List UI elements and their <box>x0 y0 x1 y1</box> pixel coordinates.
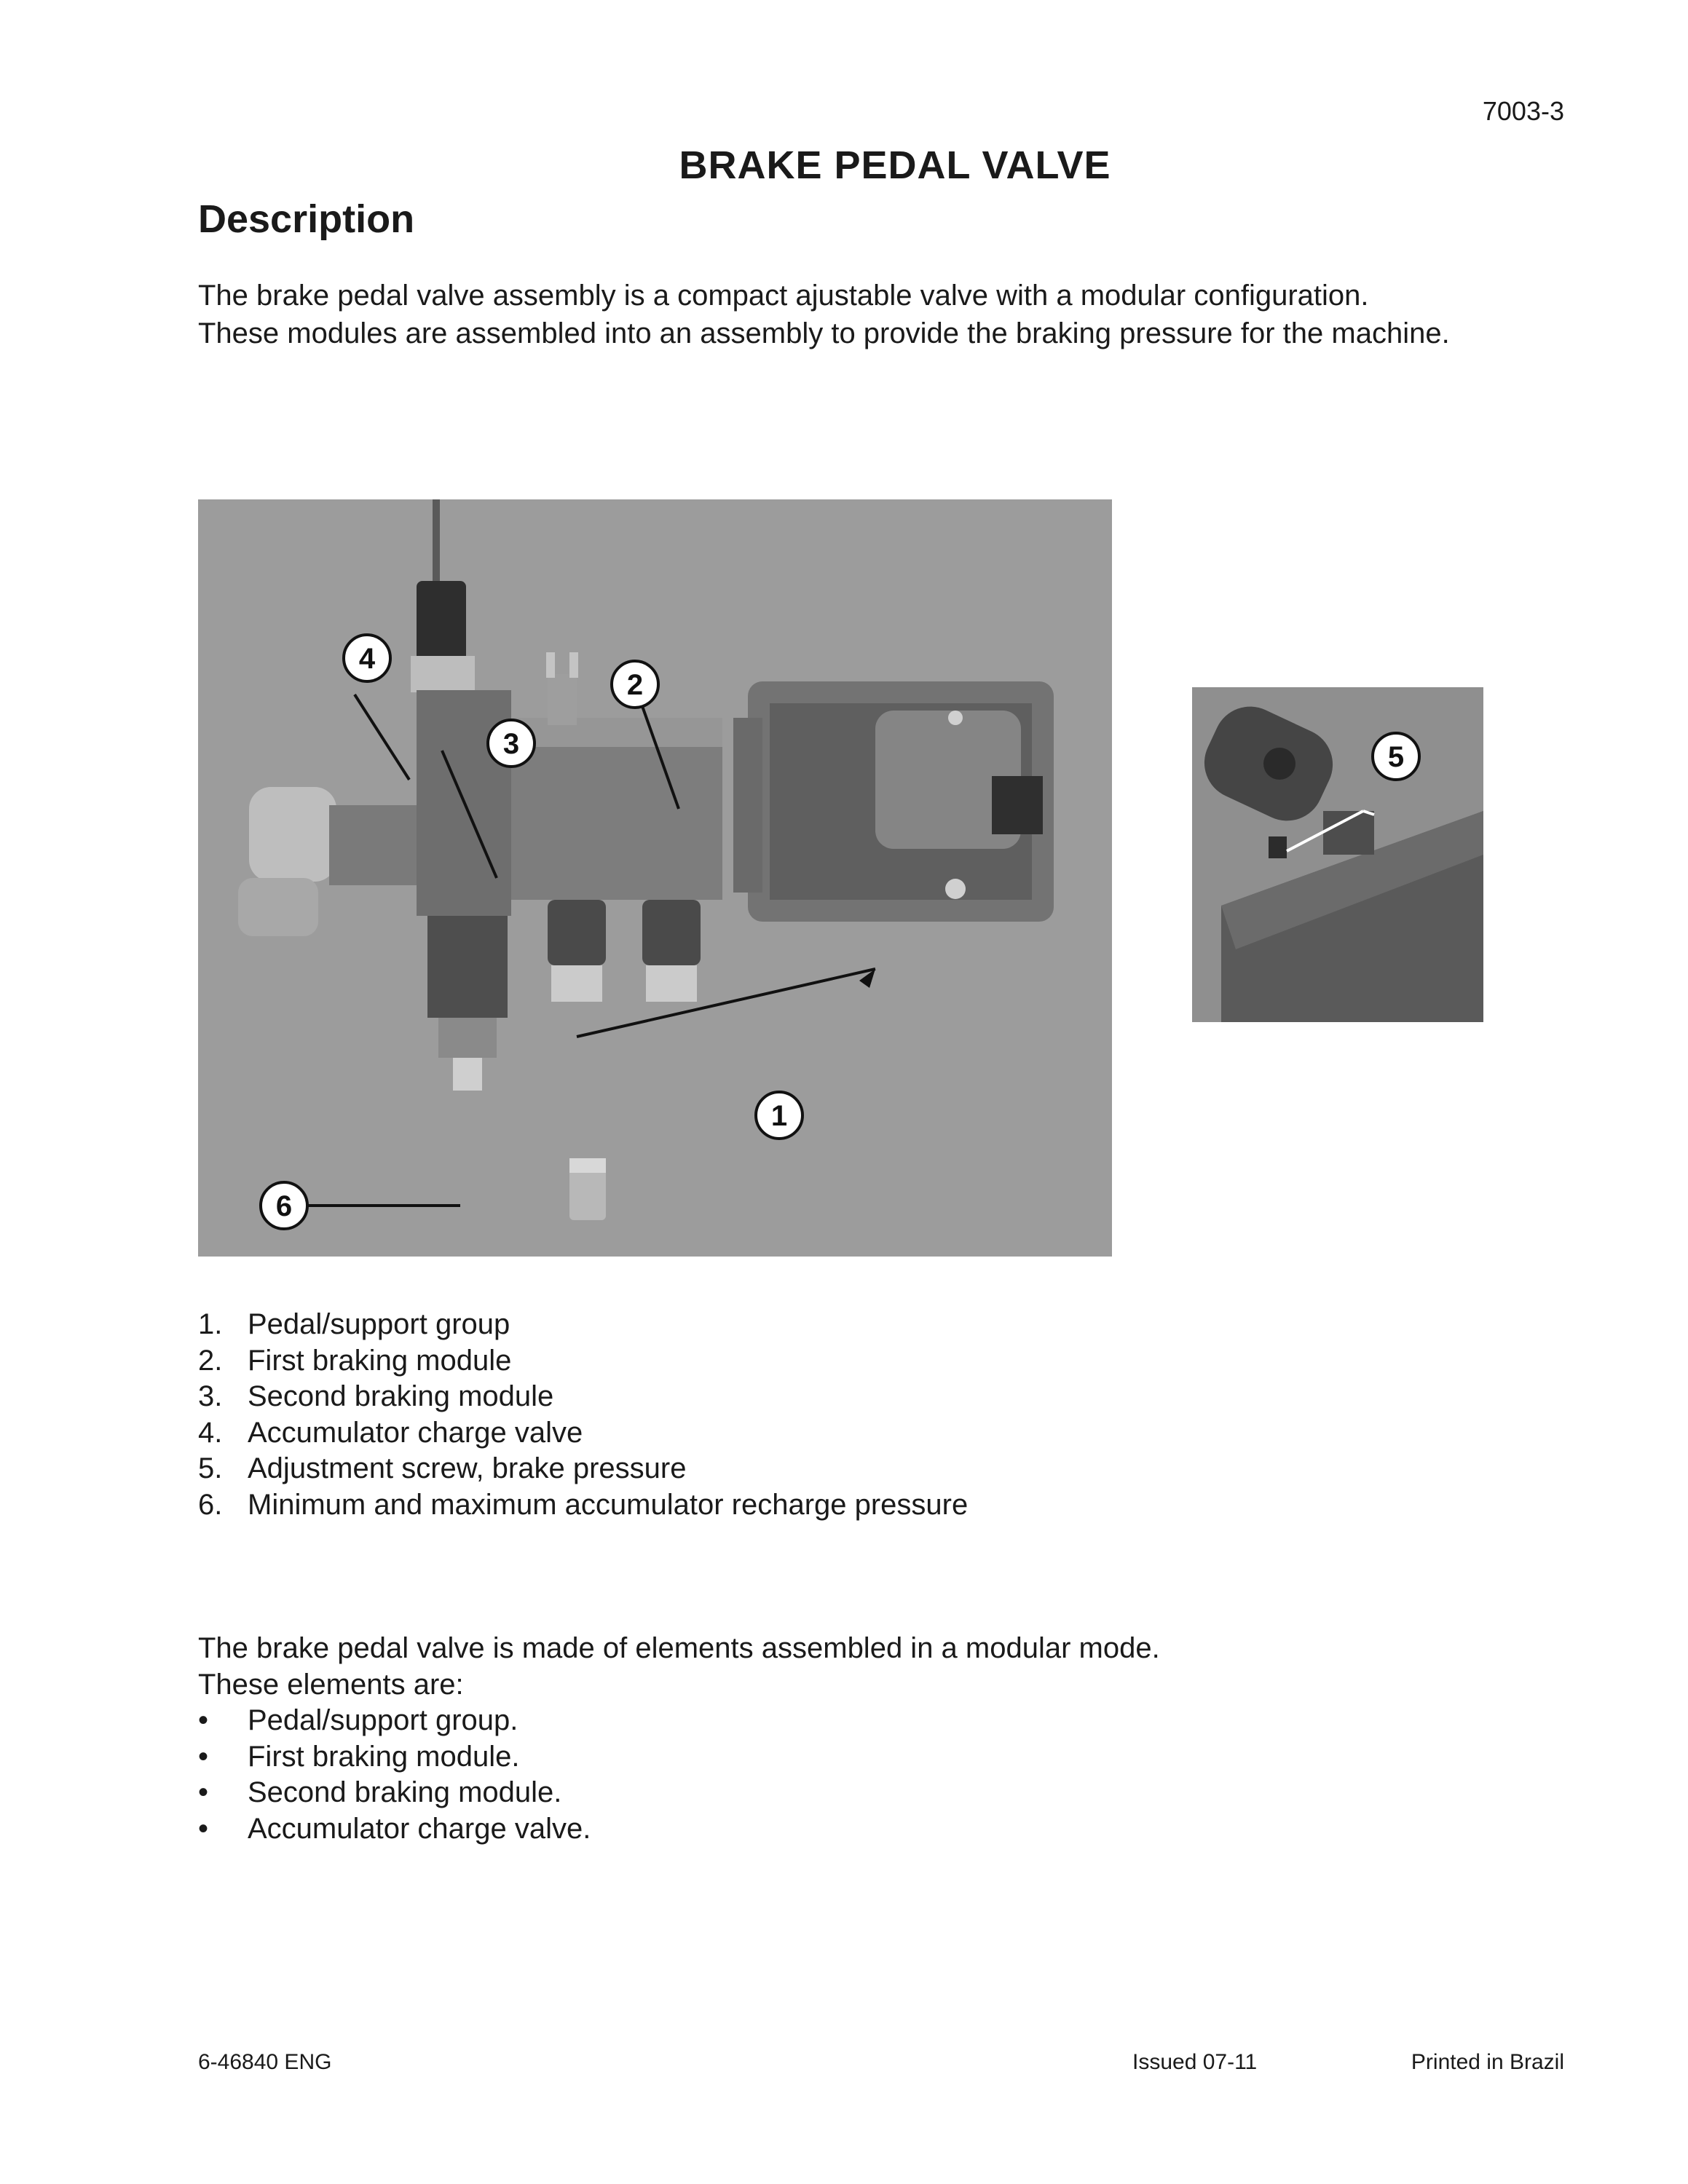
svg-text:6: 6 <box>275 1190 293 1222</box>
svg-text:1: 1 <box>770 1100 788 1132</box>
callout-1 <box>756 1092 802 1139</box>
legend-item: 4. Accumulator charge valve <box>198 1416 583 1449</box>
elements-line: The brake pedal valve is made of elements assembled in a modular mode. <box>198 1632 1160 1664</box>
callout-3 <box>488 720 535 767</box>
list-item: • Pedal/support group. <box>198 1704 518 1736</box>
footer-printed: Printed in Brazil <box>1411 2050 1564 2074</box>
legend-item: 6. Minimum and maximum accumulator recharge pressure <box>198 1488 969 1521</box>
callout-6 <box>261 1182 307 1229</box>
adjustment-screw-illustration <box>1192 687 1483 1022</box>
section-heading: Description <box>198 197 415 241</box>
callout-5 <box>1373 733 1419 780</box>
footer-issued: Issued 07-11 <box>1132 2050 1258 2074</box>
valve-assembly-illustration <box>198 499 1112 1257</box>
intro-line: These modules are assembled into an assembly to provide the braking pressure for the machine. <box>198 317 1450 349</box>
footer-doc-code: 6-46840 ENG <box>198 2050 332 2074</box>
svg-text:5: 5 <box>1387 741 1405 773</box>
elements-paragraph <box>198 1631 1160 1847</box>
callout-4 <box>344 635 390 681</box>
elements-line: These elements are: <box>198 1668 464 1701</box>
callout-legend <box>198 1307 968 1523</box>
callout-2 <box>612 661 658 708</box>
intro-line: The brake pedal valve assembly is a compact ajustable valve with a modular configuration. <box>198 280 1369 312</box>
list-item: • Accumulator charge valve. <box>198 1812 591 1845</box>
list-item: • Second braking module. <box>198 1776 562 1808</box>
svg-text:3: 3 <box>502 728 520 760</box>
page-title: BRAKE PEDAL VALVE <box>679 143 1111 187</box>
page-number: 7003-3 <box>1482 96 1564 126</box>
legend-item: 5. Adjustment screw, brake pressure <box>198 1452 687 1484</box>
adjustment-screw-photo <box>1192 687 1483 1022</box>
svg-text:4: 4 <box>358 643 376 675</box>
legend-item: 1. Pedal/support group <box>198 1308 510 1340</box>
valve-assembly-photo <box>198 499 1112 1257</box>
legend-item: 2. First braking module <box>198 1344 512 1377</box>
elements-list <box>198 1703 1160 1847</box>
legend-item: 3. Second braking module <box>198 1380 554 1412</box>
svg-text:2: 2 <box>626 669 644 701</box>
intro-paragraph <box>198 277 1450 352</box>
list-item: • First braking module. <box>198 1740 520 1773</box>
